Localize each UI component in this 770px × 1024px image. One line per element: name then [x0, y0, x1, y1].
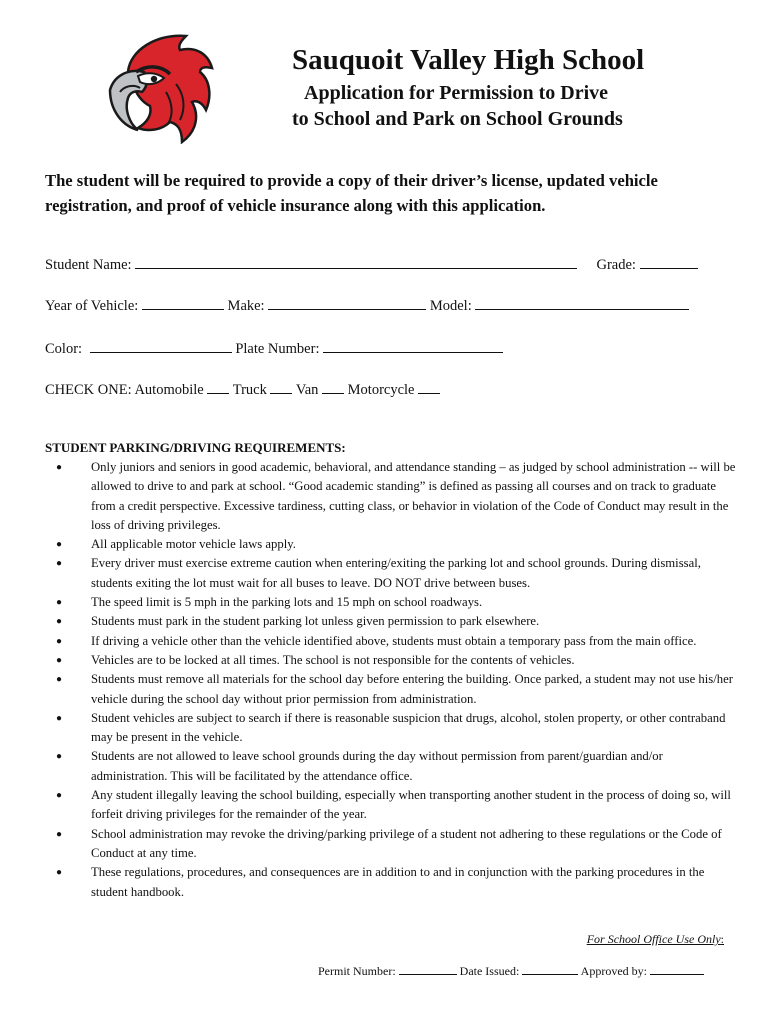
- make-field[interactable]: [268, 295, 426, 310]
- truck-checkbox[interactable]: [270, 379, 292, 394]
- vehicle-type-row: [45, 379, 440, 399]
- bullet-icon: ●: [56, 654, 63, 666]
- list-item: ● Every driver must exercise extreme caution when entering/exiting the parking lot and school grounds. During dismissal, students exiting the lot must wait for all buses to leave. DO NOT drive between buses.: [56, 556, 701, 590]
- motorcycle-checkbox[interactable]: [418, 379, 440, 394]
- list-item: ● Vehicles are to be locked at all times. The school is not responsible for the contents of vehicles.: [56, 651, 736, 670]
- bullet-icon: ●: [56, 828, 63, 840]
- student-name-field[interactable]: [135, 254, 577, 269]
- year-label: Year of Vehicle:: [45, 298, 139, 314]
- school-name: Sauquoit Valley High School: [292, 44, 645, 76]
- requirements-list: [56, 458, 736, 902]
- bullet-icon: ●: [56, 674, 63, 686]
- list-item: ● The speed limit is 5 mph in the parking lots and 15 mph on school roadways.: [56, 593, 736, 612]
- date-issued-label: Date Issued:: [459, 964, 520, 978]
- office-use-row: [318, 962, 704, 979]
- document-requirements-notice: The student will be required to provide a copy of their driver’s license, updated vehicle registration, and proof of vehicle insurance along with this application.: [45, 171, 658, 215]
- color-label: Color:: [45, 341, 83, 357]
- van-checkbox[interactable]: [322, 379, 344, 394]
- bullet-icon: ●: [56, 751, 63, 763]
- bullet-icon: ●: [56, 790, 63, 802]
- list-item: ● Student vehicles are subject to search if there is reasonable suspicion that drugs, alcohol, stolen property, or other contraband may be present in the vehicle.: [56, 710, 726, 745]
- bullet-icon: ●: [56, 867, 63, 879]
- bullet-icon: ●: [56, 539, 63, 551]
- subtitle-line-1: Application for Permission to Drive: [304, 82, 609, 104]
- color-plate-row: [45, 338, 503, 358]
- grade-label: Grade:: [596, 257, 636, 273]
- list-item: ● Any student illegally leaving the school building, especially when transporting another student in the process of doing so, will forfeit driving privileges for the remainder of the year.: [56, 788, 731, 822]
- form-subtitle: [292, 80, 623, 132]
- list-item: ● If driving a vehicle other than the vehicle identified above, students must obtain a temporary pass from the main office.: [56, 632, 736, 651]
- office-use-label: For School Office Use Only:: [586, 932, 724, 946]
- option-van: Van: [295, 382, 319, 398]
- list-item: ● Students are not allowed to leave school grounds during the day without permission from parent/guardian and/or administration. This will be facilitated by the attendance office.: [56, 749, 663, 783]
- bullet-icon: ●: [56, 635, 63, 647]
- approved-by-label: Approved by:: [580, 964, 647, 978]
- bullet-icon: ●: [56, 558, 63, 570]
- permit-number-label: Permit Number:: [318, 964, 396, 978]
- option-automobile: Automobile: [134, 382, 204, 398]
- option-motorcycle: Motorcycle: [347, 382, 415, 398]
- automobile-checkbox[interactable]: [207, 379, 229, 394]
- vehicle-row: [45, 295, 689, 315]
- red-hawk-mascot-icon: [108, 32, 214, 144]
- list-item: ● Students must remove all materials for the school day before entering the building. Once parked, a student may not use his/her vehicle during the school day without prior permission from administration.: [56, 672, 733, 706]
- grade-field[interactable]: [640, 254, 698, 269]
- year-field[interactable]: [142, 295, 224, 310]
- permit-number-field[interactable]: [399, 962, 457, 975]
- color-field[interactable]: [90, 338, 232, 353]
- bullet-icon: ●: [56, 712, 63, 724]
- check-one-label: CHECK ONE:: [45, 382, 132, 398]
- option-truck: Truck: [232, 382, 267, 398]
- model-label: Model:: [429, 298, 472, 314]
- approved-by-field[interactable]: [650, 962, 704, 975]
- requirements-heading: STUDENT PARKING/DRIVING REQUIREMENTS:: [45, 440, 346, 455]
- subtitle-line-2: to School and Park on School Grounds: [292, 108, 623, 130]
- list-item: ● Students must park in the student parking lot unless given permission to park elsewhere.: [56, 612, 736, 631]
- bullet-icon: ●: [56, 616, 63, 628]
- list-item: ● Only juniors and seniors in good academic, behavioral, and attendance standing – as judged by school administration -- will be allowed to drive to and park at school. “Good academic standing” is defined as passing all courses and on track to graduate from a credit perspective. Excessive tardiness, cutting class, or behavior in violation of the Code of Conduct may result in the loss of driving privileges.: [56, 460, 736, 532]
- student-name-row: [45, 254, 698, 274]
- bullet-icon: ●: [56, 597, 63, 609]
- plate-field[interactable]: [323, 338, 503, 353]
- date-issued-field[interactable]: [522, 962, 578, 975]
- list-item: ● These regulations, procedures, and consequences are in addition to and in conjunction with the parking procedures in the student handbook.: [56, 865, 705, 899]
- student-name-label: Student Name:: [45, 257, 132, 273]
- list-item: ● All applicable motor vehicle laws apply.: [56, 535, 736, 554]
- model-field[interactable]: [475, 295, 689, 310]
- bullet-icon: ●: [56, 462, 63, 473]
- plate-label: Plate Number:: [235, 341, 320, 357]
- list-item: ● School administration may revoke the driving/parking privilege of a student not adhering to these regulations or the Code of Conduct at any time.: [56, 826, 722, 860]
- make-label: Make:: [227, 298, 265, 314]
